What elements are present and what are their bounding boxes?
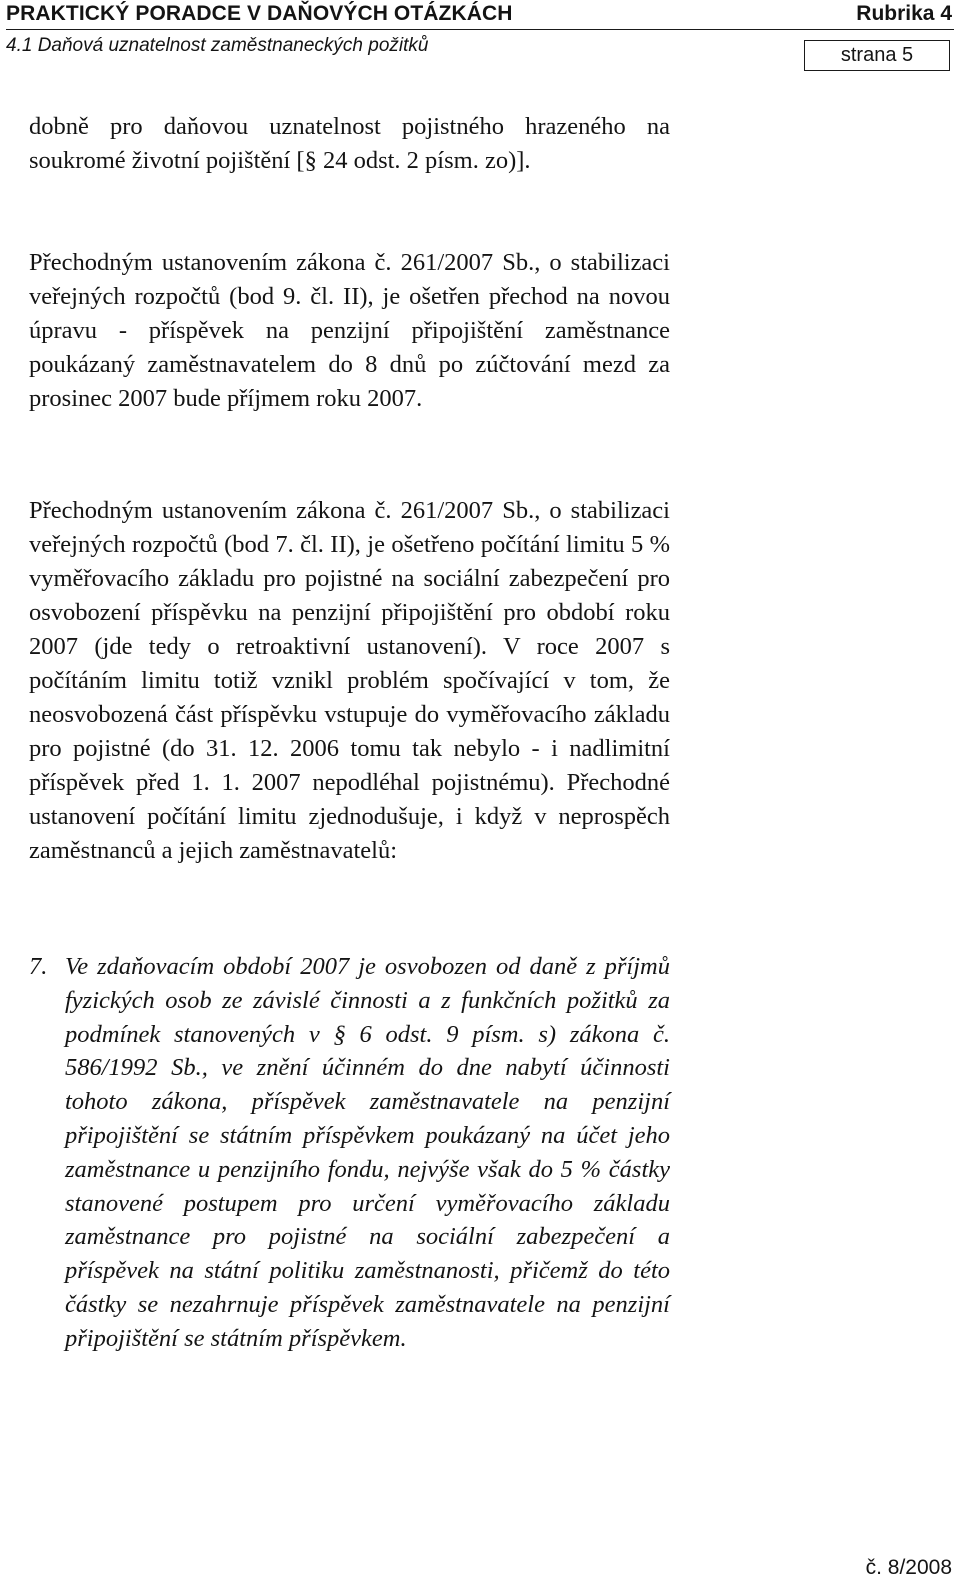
- paragraph-2: Přechodným ustanovením zákona č. 261/2007 Sb., o stabilizaci veřejných rozpočtů (bod 9. čl. II), je ošetřen přechod na novou úpravu - příspěvek na penzijní připojištění zaměstnance poukázaný zaměstnavatelem do 8 dnů po zúčtování mezd za prosinec 2007 bude příjmem roku 2007.: [29, 249, 670, 412]
- numbered-item: [29, 950, 670, 1356]
- section-subtitle: 4.1 Daňová uznatelnost zaměstnaneckých požitků: [6, 35, 429, 56]
- issue-number: č. 8/2008: [865, 1556, 952, 1579]
- page-header: [0, 0, 960, 80]
- page-number-box: strana 5: [804, 40, 950, 71]
- paragraph-3: Přechodným ustanovením zákona č. 261/2007 Sb., o stabilizaci veřejných rozpočtů (bod 7. čl. II), je ošetřeno počítání limitu 5 % vyměřovacího základu pro pojistné na sociální zabezpečení pro osvobození příspěvku na penzijní připojištění pro období roku 2007 (jde tedy o retroaktivní ustanovení). V roce 2007 s počítáním limitu totiž vznikl problém spočívající v tom, že neosvobozená část příspěvku vstupuje do vyměřovacího základu pro pojistné (do 31. 12. 2006 tomu tak nebylo - i nadlimitní příspěvek před 1. 1. 2007 nepodléhal pojistnému). Přechodné ustanovení počítání limitu zjednodušuje, i když v neprospěch zaměstnanců a jejich zaměstnavatelů:: [29, 497, 670, 864]
- paragraph-1: dobně pro daňovou uznatelnost pojistného hrazeného na soukromé životní pojištění [§ 24 odst. 2 písm. zo)].: [29, 113, 670, 174]
- item-number: 7.: [29, 953, 48, 980]
- header-divider: [6, 29, 954, 30]
- rubric-label: Rubrika 4: [856, 2, 952, 25]
- item-text: Ve zdaňovacím období 2007 je osvobozen od daně z příjmů fyzických osob ze závislé činnosti a z funkčních požitků za podmínek stanovených v § 6 odst. 9 písm. s) zákona č. 586/1992 Sb., ve znění účinném do dne nabytí účinnosti tohoto zákona, příspěvek zaměstnavatele na penzijní připojištění se státním příspěvkem poukázaný na účet jeho zaměstnance u penzijního fondu, nejvýše však do 5 % částky stanovené postupem pro určení vyměřovacího základu zaměstnance pro pojistné na sociální zabezpečení a příspěvek na státní politiku zaměstnanosti, přičemž do této částky se nezahrnuje příspěvek zaměstnavatele na penzijní připojištění se státním příspěvkem.: [65, 953, 670, 1352]
- publication-title: PRAKTICKÝ PORADCE V DAŇOVÝCH OTÁZKÁCH: [6, 2, 513, 25]
